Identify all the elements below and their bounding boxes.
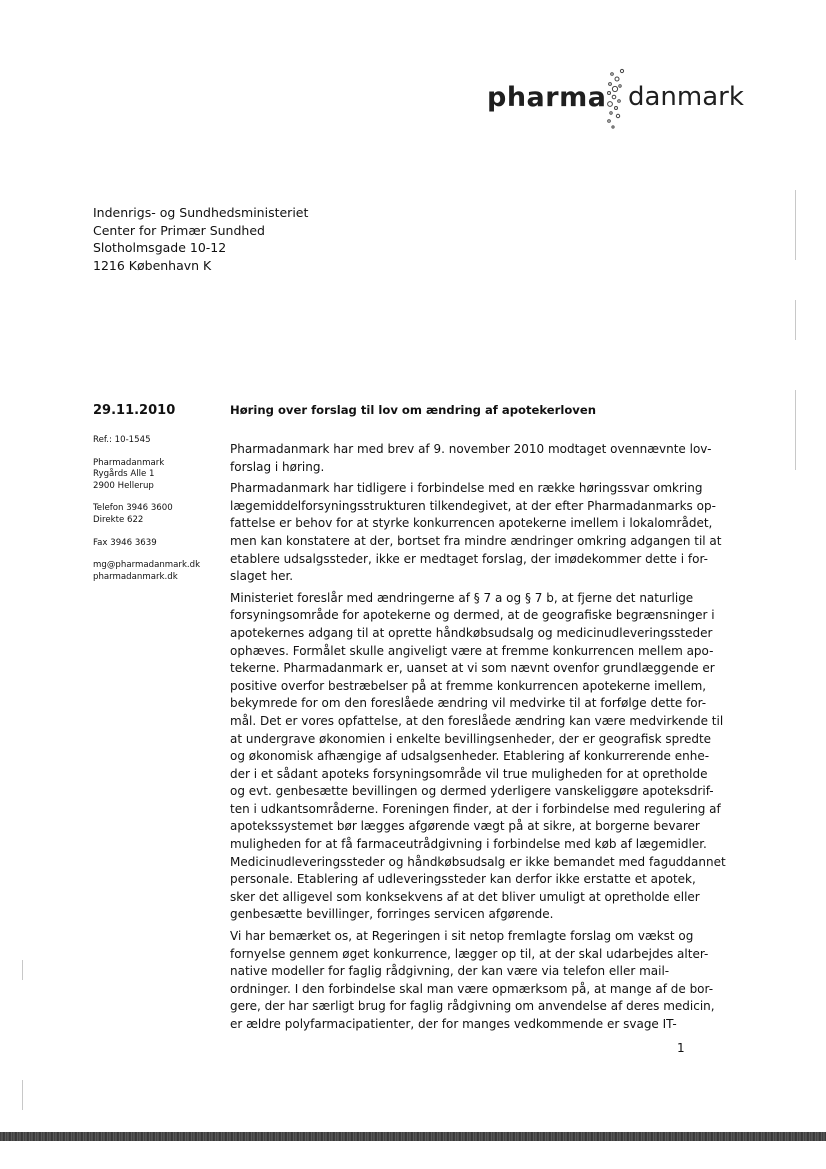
text-line: muligheden for at få farmaceutrådgivning i forbindelse med køb af lægemidler. (230, 837, 707, 852)
sender-website: pharmadanmark.dk (93, 571, 178, 582)
text-line: slaget her. (230, 569, 294, 584)
text-line: genbesætte bevillinger, forringes servicen afgørende. (230, 907, 554, 922)
text-line: mål. Det er vores opfattelse, at den foreslåede ændring kan være medvirkende til (230, 713, 724, 728)
text-line: fattelse er behov for at styrke konkurrencen apotekerne imellem i lokalområdet, (230, 516, 713, 531)
text-line: men kan konstatere at der, bortset fra mindre ændringer omkring adgangen til at (230, 533, 722, 548)
text-line: er ældre polyfarmacipatienter, der for manges vedkommende er svage IT- (230, 1017, 677, 1031)
recipient-line: Center for Primær Sundhed (93, 222, 265, 238)
text-line: positive overfor bestræbelser på at fremme konkurrencen apotekerne imellem, (230, 678, 707, 693)
sender-email: mg@pharmadanmark.dk (93, 560, 201, 571)
paragraph (230, 928, 720, 1034)
text-line: fornyelse gennem øget konkurrence, lægger op til, at der skal udarbejdes alter- (230, 946, 709, 961)
text-line: etablere udsalgssteder, ikke er medtaget forslag, der imødekommer dette i for- (230, 551, 708, 566)
sender-phone: Telefon 3946 3600 (93, 503, 173, 514)
recipient-line: Indenrigs- og Sundhedsministeriet (93, 205, 309, 220)
sender-street: Rygårds Alle 1 (93, 469, 155, 480)
scan-artifact (22, 1080, 23, 1110)
text-line: native modeller for faglig rådgivning, der kan være via telefon eller mail- (230, 964, 670, 979)
text-line: Medicinudleveringssteder og håndkøbsudsalg er ikke bemandet med faguddannet (230, 854, 726, 869)
scan-edge-bar (0, 1132, 826, 1141)
recipient-line: 1216 København K (93, 257, 212, 273)
logo-word-pharma: pharma (487, 82, 607, 113)
text-line: personale. Etablering af udleveringssteder kan derfor ikke erstatte et apotek, (230, 872, 696, 887)
scan-artifact (795, 390, 796, 470)
text-line: sker det alligevel som konksekvens af at det bliver umuligt at opretholde eller (230, 889, 700, 904)
text-line: Pharmadanmark har tidligere i forbindelse med en række høringssvar omkring (230, 481, 703, 496)
page-number: 1 (677, 1041, 685, 1055)
text-line: forslag i høring. (230, 459, 325, 474)
paragraph (230, 480, 720, 586)
sender-city: 2900 Hellerup (93, 480, 154, 491)
text-line: tekerne. Pharmadanmark er, uanset at vi som nævnt ovenfor grundlæggende er (230, 661, 715, 676)
pharmadanmark-logo (487, 62, 777, 134)
text-line: lægemiddelforsyningsstrukturen tilkendegivet, at der efter Pharmadanmarks op- (230, 498, 716, 513)
text-line: forsyningsområde for apotekerne og dermed, at de geografiske begrænsninger i (230, 608, 715, 623)
sender-fax: Fax 3946 3639 (93, 537, 157, 548)
text-line: at undergrave økonomien i enkelte bevillingsenheder, der er geografisk spredte (230, 731, 712, 746)
text-line: bekymrede for om den foreslåede ændring vil medvirke til at forfølge dette for- (230, 696, 707, 711)
sender-direct-phone: Direkte 622 (93, 514, 144, 525)
paragraph (230, 441, 720, 476)
text-line: og evt. genbesætte bevillingen og dermed yderligere vanskeliggøre apoteksdrif- (230, 784, 714, 799)
logo-word-danmark: danmark (628, 82, 744, 112)
text-line: ophæves. Formålet skulle angiveligt være at fremme konkurrencen mellem apo- (230, 643, 714, 658)
recipient-address (93, 204, 308, 274)
letter-date: 29.11.2010 (93, 403, 176, 418)
text-line: apotekernes adgang til at oprette håndkøbsudsalg og medicinudleveringssteder (230, 625, 713, 640)
text-line: der i et sådant apoteks forsyningsområde vil true muligheden for at opretholde (230, 766, 708, 781)
paragraph (230, 590, 726, 924)
sender-info-sidebar (93, 435, 223, 594)
text-line: Pharmadanmark har med brev af 9. november 2010 modtaget ovennævnte lov- (230, 442, 712, 456)
recipient-line: Slotholmsgade 10-12 (93, 240, 227, 255)
letter-body (230, 441, 726, 1038)
text-line: Ministeriet foreslår med ændringerne af § 7 a og § 7 b, at fjerne det naturlige (230, 590, 694, 605)
text-line: apotekssystemet bør lægges afgørende vægt på at sikre, at borgerne bevarer (230, 819, 700, 834)
scan-artifact (22, 960, 23, 980)
text-line: og økonomisk afhængige af udsalgsenheder. Etablering af konkurrerende enhe- (230, 749, 710, 764)
scan-artifact (795, 300, 796, 340)
scan-artifact (795, 190, 796, 260)
text-line: ten i udkantsområderne. Foreningen finder, at der i forbindelse med regulering af (230, 801, 721, 816)
text-line: gere, der har særligt brug for faglig rådgivning om anvendelse af deres medicin, (230, 999, 715, 1014)
letter-subject: Høring over forslag til lov om ændring af apotekerloven (230, 403, 596, 417)
text-line: ordninger. I den forbindelse skal man være opmærksom på, at mange af de bor- (230, 981, 714, 996)
text-line: Vi har bemærket os, at Regeringen i sit netop fremlagte forslag om vækst og (230, 929, 694, 944)
reference-number: Ref.: 10-1545 (93, 435, 151, 445)
logo-bubbles-icon (598, 64, 626, 132)
sender-name: Pharmadanmark (93, 457, 165, 468)
